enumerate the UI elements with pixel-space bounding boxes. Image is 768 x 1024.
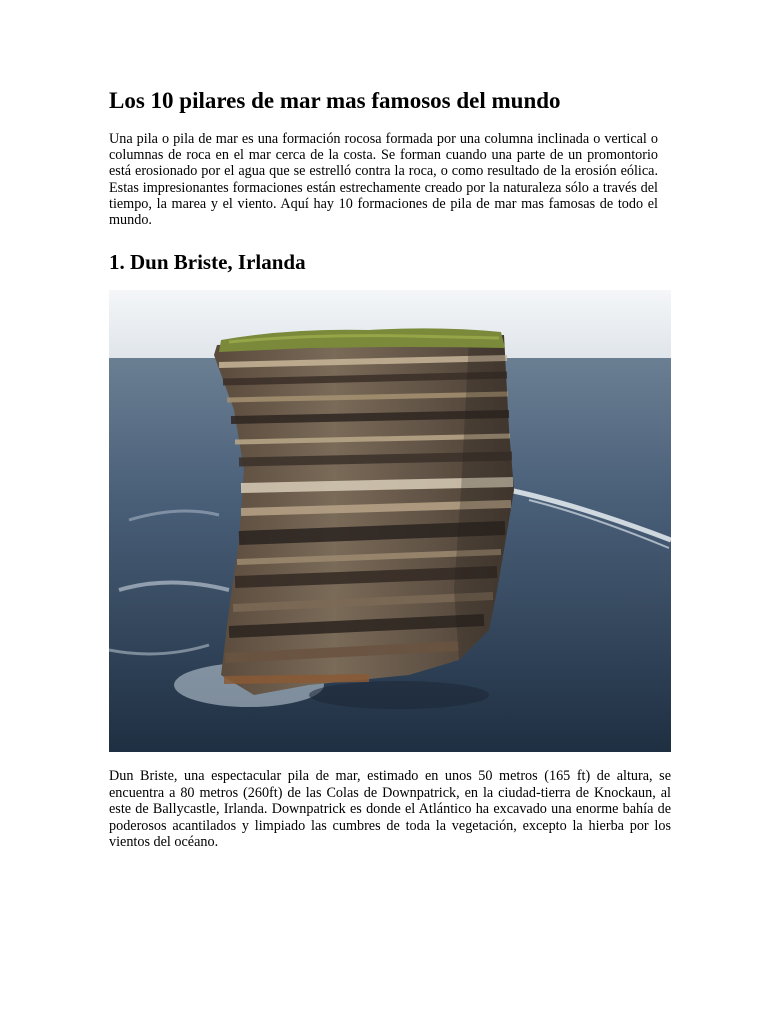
dun-briste-description: Dun Briste, una espectacular pila de mar, estimado en unos 50 metros (165 ft) de altura, se encuentra a 80 metros (260ft) de las Colas de Downpatrick, en la ciudad-tierra de Knockaun, al este de Ballycastle, Irlanda. Downpatrick es donde el Atlántico ha excavado una enorme bahía de poderosos acantilados y limpiado las cumbres de toda la vegetación, excepto la hierba por los vientos del océano. [109, 768, 671, 850]
sea-stack-photo [109, 290, 671, 752]
intro-paragraph: Una pila o pila de mar es una formación rocosa formada por una columna inclinada o vertical o columnas de roca en el mar cerca de la costa. Se forman cuando una parte de un promontorio está erosionado por el agua que se estrelló contra la roca, o como resultado de la erosión eólica. Estas impresionantes formaciones están estrechamente creado por la naturaleza sólo a través del tiempo, la marea y el viento. Aquí hay 10 formaciones de pila de mar mas famosas de todo el mundo. [109, 131, 658, 229]
page-title: Los 10 pilares de mar mas famosos del mundo [109, 88, 561, 113]
section-heading-dun-briste: 1. Dun Briste, Irlanda [109, 250, 306, 274]
